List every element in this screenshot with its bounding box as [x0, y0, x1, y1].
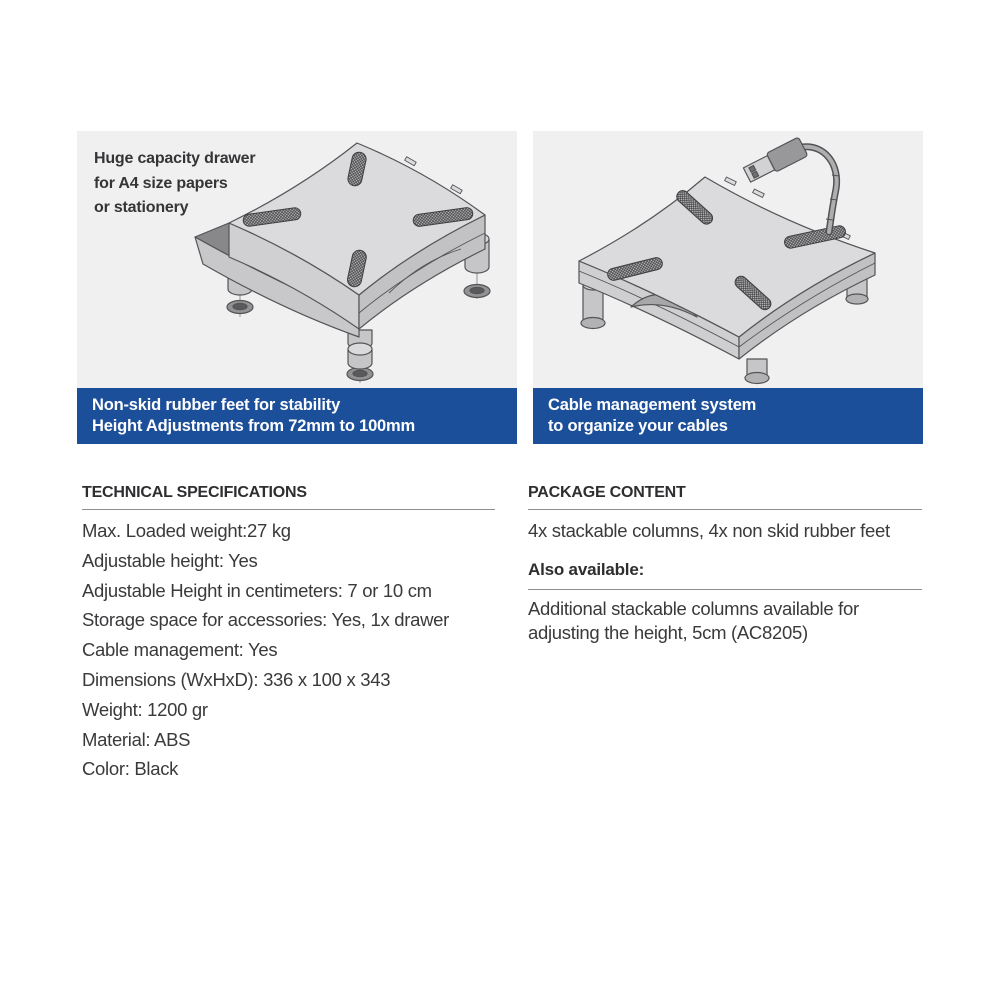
spec-item: Adjustable Height in centimeters: 7 or 10 cm [82, 579, 432, 601]
package-content-text: 4x stackable columns, 4x non skid rubber feet [528, 520, 890, 541]
caption-line: Height Adjustments from 72mm to 100mm [92, 417, 415, 435]
spec-item: Storage space for accessories: Yes, 1x drawer [82, 609, 449, 631]
technical-specifications-title: TECHNICAL SPECIFICATIONS [82, 483, 495, 510]
package-content-section [528, 483, 922, 646]
spec-item: Material: ABS [82, 728, 191, 750]
annotation-line: for A4 size papers [94, 174, 228, 192]
caption-line: Non-skid rubber feet for stability [92, 395, 341, 414]
spec-item: Dimensions (WxHxD): 336 x 100 x 343 [82, 668, 391, 690]
drawer-caption-bar [77, 388, 517, 444]
cable [802, 147, 839, 232]
spec-item: Cable management: Yes [82, 639, 278, 661]
spec-item: Weight: 1200 gr [82, 698, 208, 720]
panel-drawer-feature [77, 131, 517, 444]
annotation-line: Huge capacity drawer [94, 150, 256, 167]
monitor-stand-cable-illustration [533, 131, 923, 388]
spec-list [82, 516, 495, 784]
spec-item: Max. Loaded weight:27 kg [82, 520, 291, 541]
usb-connector-icon [742, 137, 808, 184]
panel-cable-feature [533, 131, 923, 444]
drawer-annotation [94, 147, 255, 221]
cable-caption-bar [533, 388, 923, 444]
technical-specifications-section [82, 483, 495, 784]
caption-line: Cable management system [548, 395, 757, 414]
spec-item: Adjustable height: Yes [82, 549, 258, 571]
package-content-title: PACKAGE CONTENT [528, 483, 922, 510]
annotation-line: or stationery [94, 199, 189, 216]
also-available-text: Additional stackable columns available for adjusting the height, 5cm (AC8205) [528, 597, 859, 644]
spec-item: Color: Black [82, 758, 179, 780]
also-available-label: Also available: [528, 560, 922, 590]
caption-line: to organize your cables [548, 417, 728, 435]
